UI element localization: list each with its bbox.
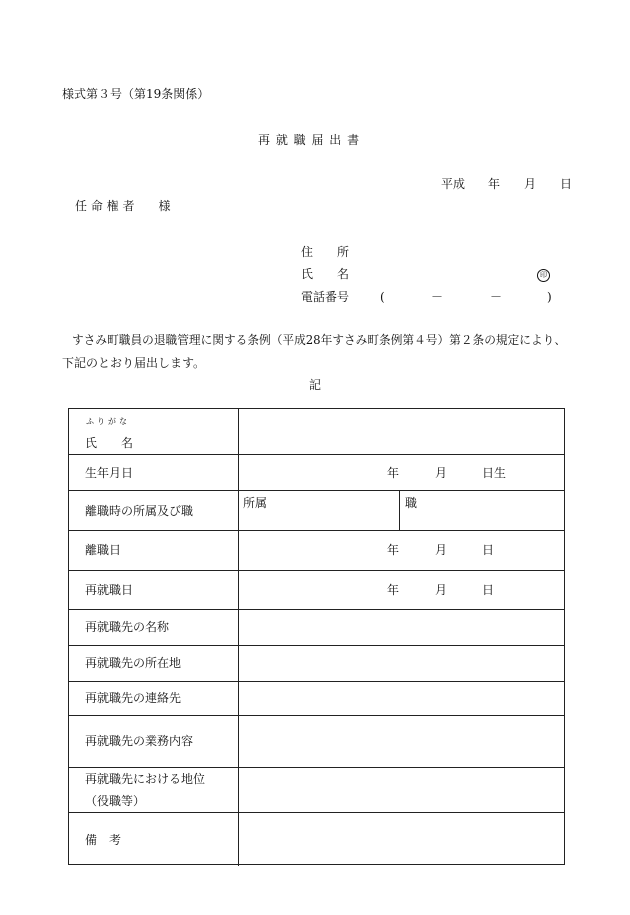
- reemployment-date-year: 年: [387, 583, 400, 597]
- recipient: 任 命 権 者 様: [75, 199, 171, 213]
- row-divider: [69, 645, 564, 646]
- name-label: 氏 名: [301, 267, 350, 281]
- address-label: 住 所: [301, 245, 350, 259]
- phone-dash-2: －: [490, 290, 503, 304]
- retirement-date-label: 離職日: [85, 543, 122, 557]
- employer-contact-label: 再就職先の連絡先: [85, 691, 182, 705]
- retirement-position-label: 離職時の所属及び職: [85, 504, 194, 518]
- name-field[interactable]: [239, 409, 565, 454]
- retirement-dept-label: 所属: [243, 496, 268, 510]
- employer-business-label: 再就職先の業務内容: [85, 734, 194, 748]
- new-position-label: 再就職先における地位: [85, 772, 206, 786]
- date-day: 日: [560, 177, 573, 191]
- body-text-line-2: 下記のとおり届出します。: [62, 356, 206, 370]
- reemployment-date-label: 再就職日: [85, 583, 134, 597]
- phone-label: 電話番号: [301, 290, 350, 304]
- date-year: 年: [488, 177, 501, 191]
- row-divider: [69, 609, 564, 610]
- birthdate-month: 月: [435, 466, 448, 480]
- body-text-line-1: すさみ町職員の退職管理に関する条例（平成28年すさみ町条例第４号）第２条の規定により、: [72, 333, 567, 347]
- phone-open-paren: (: [380, 290, 385, 304]
- row-divider: [69, 715, 564, 716]
- birthdate-day: 日生: [482, 466, 507, 480]
- seal-icon: 印: [537, 269, 550, 282]
- employer-name-label: 再就職先の名称: [85, 620, 170, 634]
- remarks-label: 備 考: [85, 833, 122, 847]
- birthdate-label: 生年月日: [85, 466, 134, 480]
- form-number: 様式第３号（第19条関係）: [62, 87, 210, 101]
- name-row-label: 氏 名: [85, 436, 134, 450]
- row-divider: [69, 454, 564, 455]
- new-position-sublabel: （役職等）: [85, 794, 146, 808]
- ki-label: 記: [309, 378, 322, 392]
- reemployment-date-day: 日: [482, 583, 495, 597]
- employer-location-label: 再就職先の所在地: [85, 656, 182, 670]
- retirement-post-label: 職: [405, 496, 418, 510]
- row-divider: [69, 530, 564, 531]
- furigana-label: ふりがな: [86, 417, 130, 426]
- document-title: 再 就 職 届 出 書: [258, 133, 361, 147]
- date-era: 平成: [441, 177, 466, 191]
- phone-dash-1: －: [431, 290, 444, 304]
- phone-close-paren: ): [547, 290, 552, 304]
- form-table: [68, 408, 565, 865]
- row-divider: [69, 570, 564, 571]
- column-divider: [238, 409, 239, 866]
- row-divider: [69, 681, 564, 682]
- seal-mark: [537, 267, 550, 282]
- row-divider: [69, 490, 564, 491]
- retirement-date-day: 日: [482, 543, 495, 557]
- retirement-date-month: 月: [435, 543, 448, 557]
- reemployment-date-month: 月: [435, 583, 448, 597]
- dept-post-divider: [399, 490, 400, 530]
- row-divider: [69, 812, 564, 813]
- birthdate-year: 年: [387, 466, 400, 480]
- retirement-date-year: 年: [387, 543, 400, 557]
- date-month: 月: [524, 177, 537, 191]
- row-divider: [69, 767, 564, 768]
